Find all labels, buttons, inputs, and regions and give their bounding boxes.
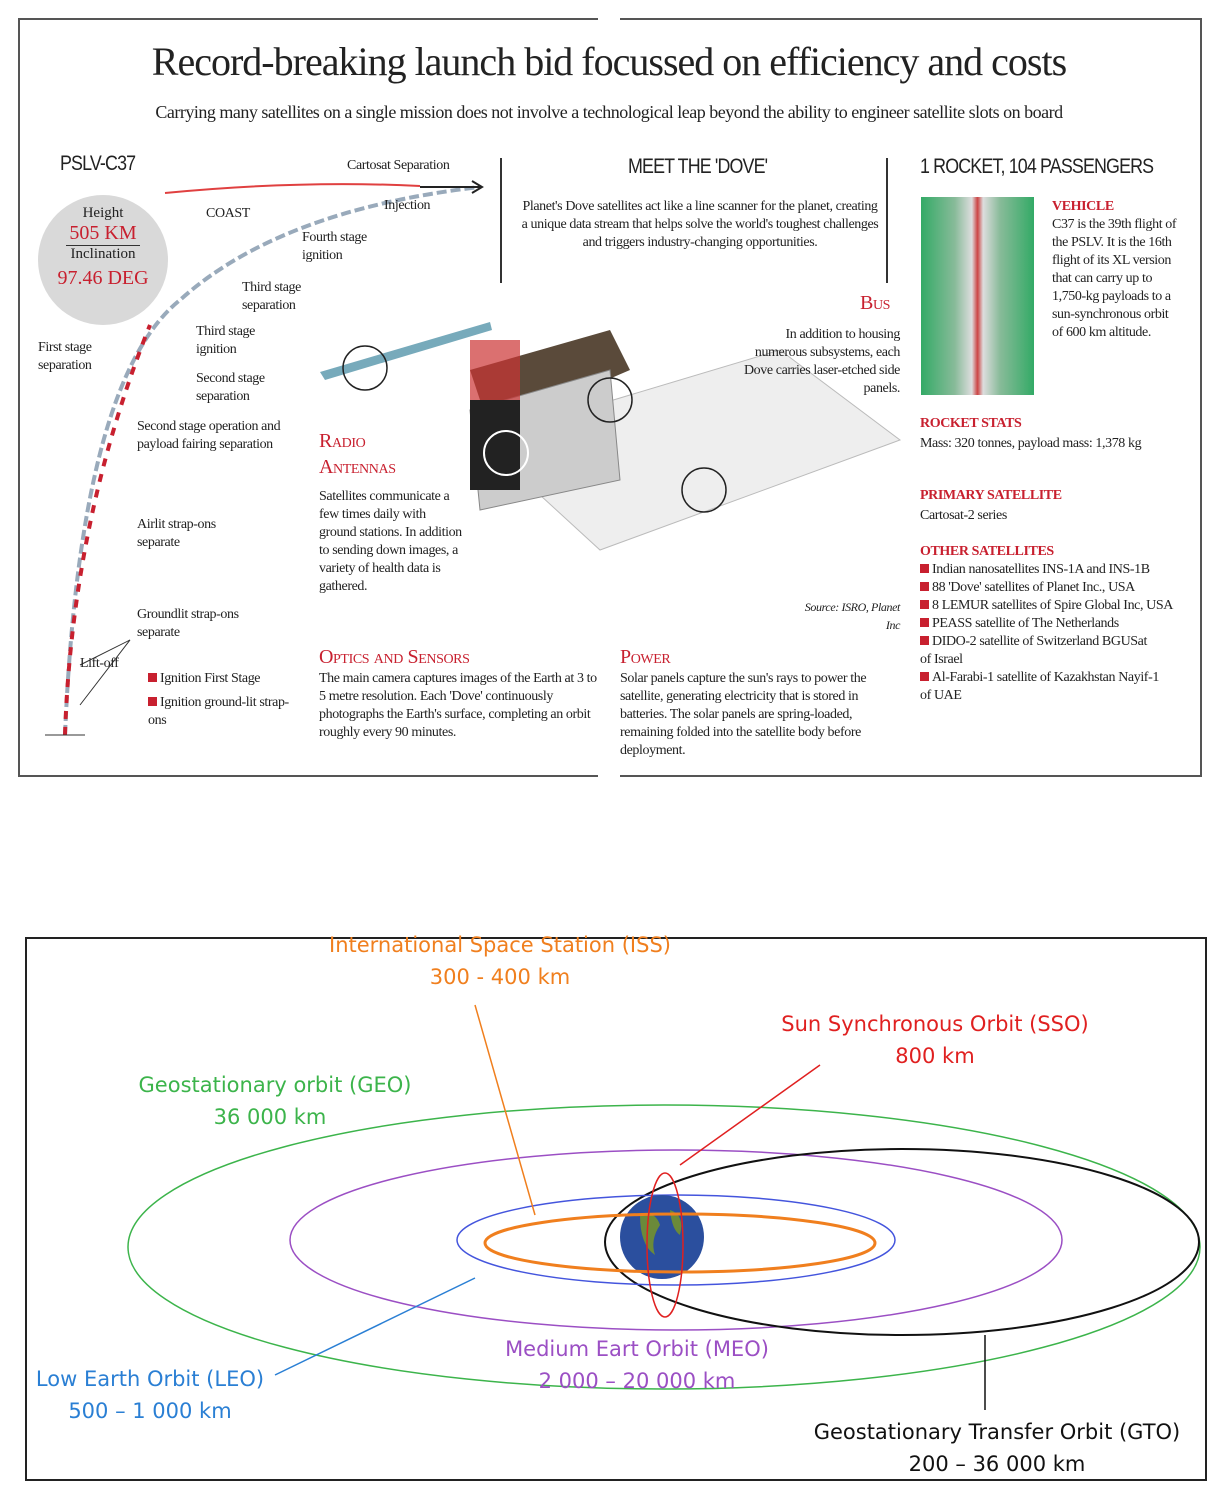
stats-heading: ROCKET STATS <box>920 416 1022 431</box>
primary-heading: PRIMARY SATELLITE <box>920 488 1062 503</box>
list-item: Al-Farabi-1 satellite of Kazakhstan Nayif-1 of UAE <box>920 669 1170 705</box>
leo-label: Low Earth Orbit (LEO) 500 – 1 000 km <box>35 1367 265 1423</box>
power-heading: Power <box>620 646 671 668</box>
inclination-value: 97.46 DEG <box>57 267 149 289</box>
gto-label: Geostationary Transfer Orbit (GTO) 200 – 36 000 km <box>813 1420 1181 1476</box>
vehicle-text: C37 is the 39th flight of the PSLV. It is the 16th flight of its XL version that can carry up to 1,750-kg payloads to a sun-synchronous orbit of 600 km altitude. <box>1052 217 1177 340</box>
earth-icon <box>620 1195 704 1279</box>
label-second-sep: Second stage separation <box>196 371 265 404</box>
inclination-label: Inclination <box>70 246 136 262</box>
label-groundlit: Groundlit strap-ons separate <box>137 607 239 640</box>
optics-text: The main camera captures images of the Earth at 3 to 5 metre resolution. Each 'Dove' continuously photographs the Earth's surface, completing an orbit roughly every 90 minutes. <box>319 671 597 740</box>
vehicle-heading: VEHICLE <box>1052 199 1114 214</box>
sso-label: Sun Synchronous Orbit (SSO) 800 km <box>781 1012 1089 1068</box>
others-heading: OTHER SATELLITES <box>920 544 1054 559</box>
label-injection: Injection <box>384 198 431 213</box>
geo-label: Geostationary orbit (GEO) 36 000 km <box>138 1073 412 1129</box>
bus-text: In addition to housing numerous subsystems, each Dove carries laser-etched side panels. <box>743 327 900 396</box>
primary-text: Cartosat-2 series <box>920 508 1007 523</box>
label-ign2: Ignition ground-lit strap-ons <box>148 694 298 730</box>
list-item: 88 'Dove' satellites of Planet Inc., USA <box>920 579 1185 597</box>
label-cartosat: Cartosat Separation <box>347 158 450 173</box>
label-third-sep: Third stage separation <box>242 280 301 313</box>
dove-heading: MEET THE 'DOVE' <box>628 155 768 178</box>
meo-label: Medium Eart Orbit (MEO) 2 000 – 20 000 km <box>505 1337 769 1393</box>
list-item: DIDO-2 satellite of Switzerland BGUSat of Israel <box>920 633 1150 669</box>
label-second-op: Second stage operation and payload fairing separation <box>137 419 281 452</box>
height-value: 505 KM <box>66 222 140 246</box>
rocket-name: PSLV-C37 <box>60 152 136 175</box>
list-item: Indian nanosatellites INS-1A and INS-1B <box>920 561 1185 579</box>
label-first-sep: First stage separation <box>38 340 92 373</box>
radio-text: Satellites communicate a few times daily with ground stations. In addition to sending down images, a variety of health data is gathered. <box>319 489 462 594</box>
height-label: Height <box>82 205 124 221</box>
label-third-ign: Third stage ignition <box>196 324 255 357</box>
list-item: PEASS satellite of The Netherlands <box>920 615 1185 633</box>
dove-text: Planet's Dove satellites act like a line scanner for the planet, creating a unique data stream that helps solve the world's toughest challenges and triggers industry-changing opportunities. <box>521 199 879 250</box>
infographic-subtitle: Carrying many satellites on a single mission does not involve a technological leap beyond the ability to engineer satellite slots on board <box>155 102 1063 122</box>
label-ign1: Ignition First Stage <box>148 670 260 688</box>
bus-heading: Bus <box>860 292 891 314</box>
radio-heading: Radio Antennas <box>319 430 396 478</box>
label-fourth: Fourth stage ignition <box>302 230 367 263</box>
side-heading: 1 ROCKET, 104 PASSENGERS <box>920 155 1154 178</box>
list-item: 8 LEMUR satellites of Spire Global Inc, USA <box>920 597 1185 615</box>
power-text: Solar panels capture the sun's rays to power the satellite, generating electricity that is stored in batteries. The solar panels are spring-loaded, remaining folded into the satellite body before deployment. <box>620 671 867 758</box>
label-airlit: Airlit strap-ons separate <box>137 517 216 550</box>
iss-label: International Space Station (ISS) 300 - 400 km <box>329 933 671 989</box>
optics-heading: Optics and Sensors <box>319 646 470 668</box>
label-coast: COAST <box>206 206 250 221</box>
infographic-title: Record-breaking launch bid focussed on efficiency and costs <box>151 39 1067 84</box>
source-credit: Source: ISRO, Planet Inc <box>804 600 900 632</box>
stats-text: Mass: 320 tonnes, payload mass: 1,378 kg <box>920 436 1142 451</box>
label-liftoff: Lift-off <box>80 656 119 671</box>
